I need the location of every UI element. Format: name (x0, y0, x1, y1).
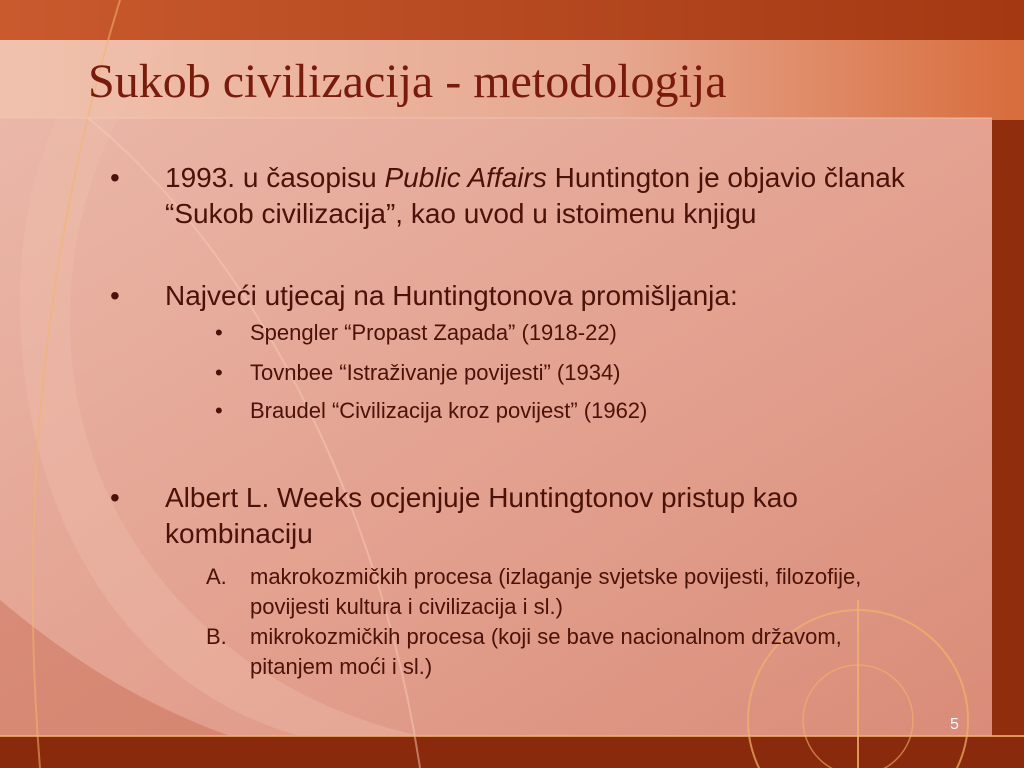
bullet-3-text: Albert L. Weeks ocjenjuje Huntingtonov pristup kao kombinaciju (165, 482, 798, 549)
sub-bullet-marker: • (215, 360, 223, 385)
bullet-marker: • (110, 280, 120, 311)
bullet-marker: • (110, 162, 120, 193)
slide-number: 5 (950, 716, 959, 733)
sub-item-marker: A. (206, 564, 227, 589)
sub-bullet-text: Tovnbee “Istraživanje povijesti” (1934) (250, 360, 621, 385)
sub-bullet-marker: • (215, 320, 223, 345)
sub-bullet-text: Spengler “Propast Zapada” (1918-22) (250, 320, 617, 345)
bullet-1-text-start: 1993. u časopisu (165, 162, 385, 193)
bullet-1-text-end: Huntington je objavio članak “Sukob civilizacija”, kao uvod u istoimenu knjigu (165, 162, 905, 229)
journal-name: Public Affairs (384, 162, 547, 193)
sub-item-text: makrokozmičkih procesa (izlaganje svjetske povijesti, filozofije, povijesti kultura i civilizacija i sl.) (250, 564, 862, 619)
bullet-2-text: Najveći utjecaj na Huntingtonova promišljanja: (165, 280, 738, 311)
sub-bullet-text: Braudel “Civilizacija kroz povijest” (1962) (250, 398, 648, 423)
bullet-1-text (165, 160, 945, 232)
bullet-marker: • (110, 482, 120, 513)
sub-bullet-marker: • (215, 398, 223, 423)
slide-title: Sukob civilizacija - metodologija (88, 55, 727, 108)
sub-item-text: mikrokozmičkih procesa (koji se bave nacionalnom državom, pitanjem moći i sl.) (250, 624, 842, 679)
sub-item-marker: B. (206, 624, 227, 649)
